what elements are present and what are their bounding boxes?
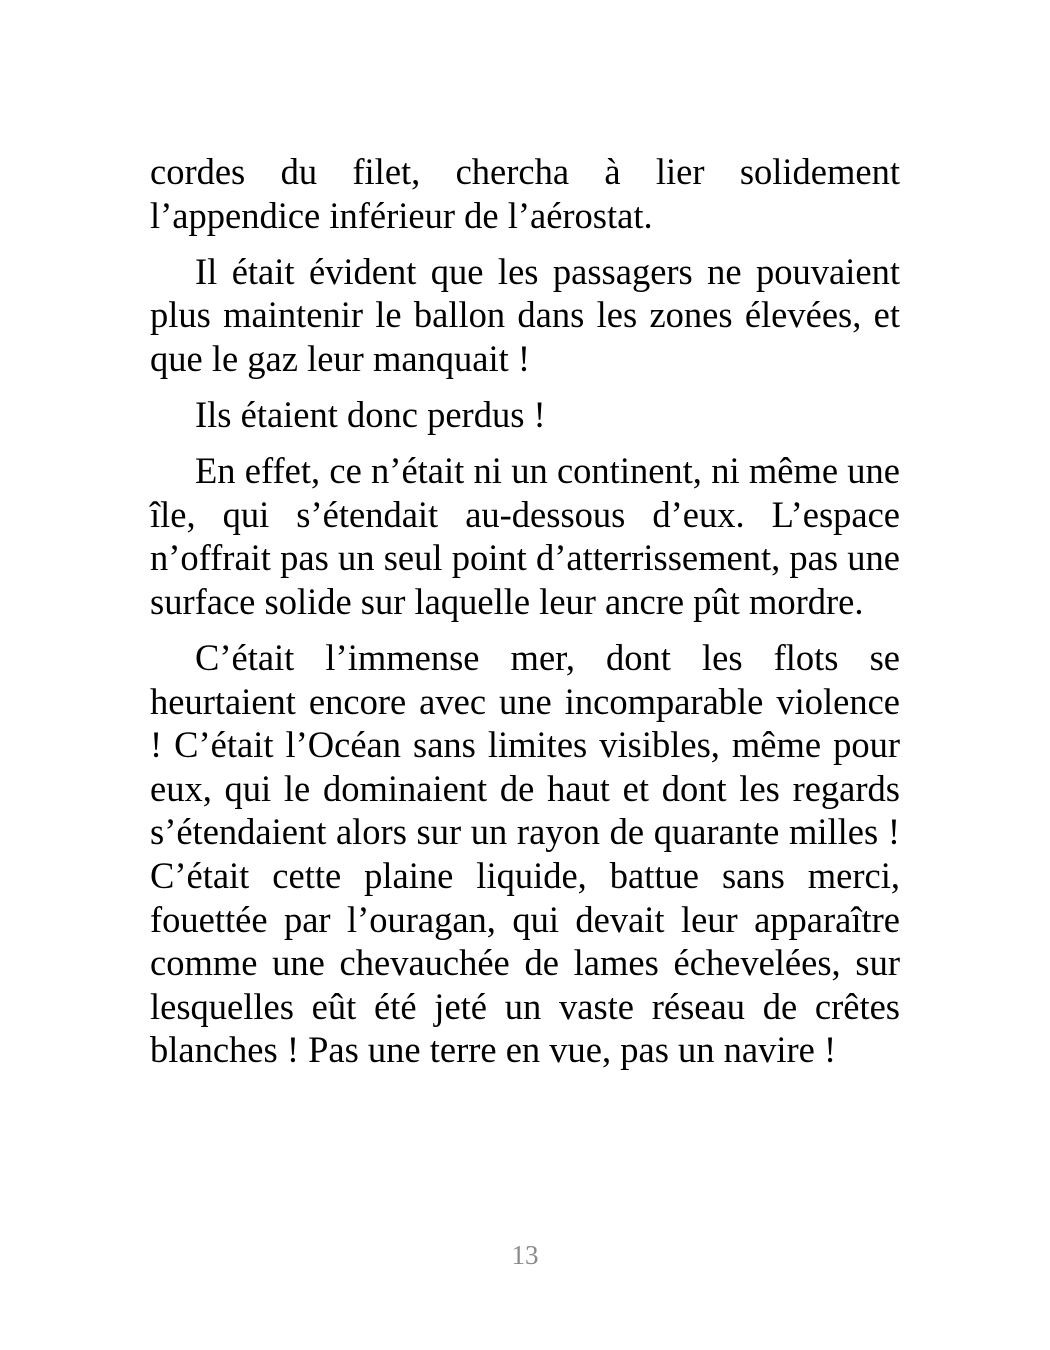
paragraph: Ils étaient donc perdus ! [195,393,546,435]
page-body [150,150,900,1084]
paragraph: Il était évident que les passagers ne pouvaient plus maintenir le ballon dans les zones élevées, et que le gaz leur manquait ! [150,250,900,379]
paragraph: C’était l’immense mer, dont les flots se heurtaient encore avec une incomparable violence ! C’était l’Océan sans limites visibles, même pour eux, qui le dominaient de haut et dont les regards s’étendaient alors sur un rayon de quarante milles ! C’était cette plaine liquide, battue sans merci, fouettée par l’ouragan, qui devait leur apparaître comme une chevauchée de lames échevelées, sur lesquelles eût été jeté un vaste réseau de crêtes blanches ! Pas une terre en vue, pas un navire ! [150,636,900,1071]
page-number: 13 [511,1240,539,1270]
paragraph: En effet, ce n’était ni un continent, ni même une île, qui s’étendait au-dessous d’eux. L’espace n’offrait pas un seul point d’atterrissement, pas une surface solide sur laquelle leur ancre pût mordre. [150,450,900,622]
paragraph-continuation: cordes du filet, chercha à lier solidement l’appendice inférieur de l’aérostat. [150,151,900,236]
